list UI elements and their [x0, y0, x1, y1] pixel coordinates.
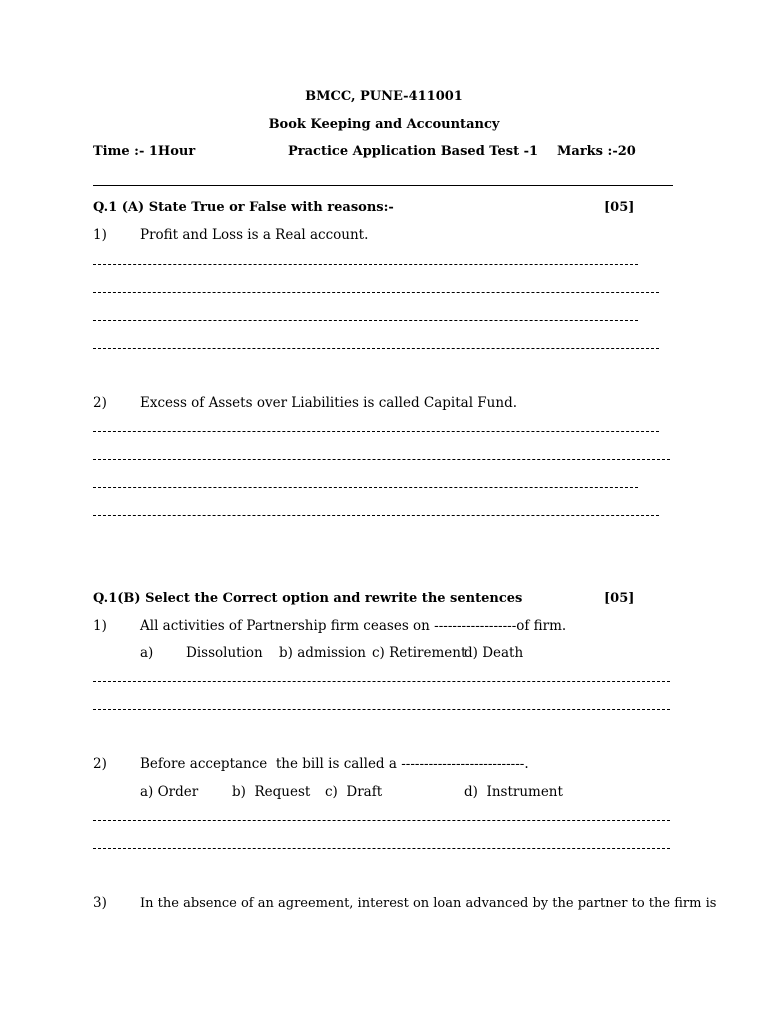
option-text: c) Draft: [325, 784, 383, 800]
option-text: b) Request: [232, 784, 311, 800]
answer-line: [93, 431, 659, 432]
q1a-item-1-number: 1): [93, 227, 107, 243]
answer-line: [93, 487, 638, 488]
q1b-item-2-text: Before acceptance the bill is called a ---------------------------.: [140, 756, 529, 772]
answer-line: [93, 264, 638, 265]
answer-line: [93, 459, 670, 460]
option-text: b) admission: [279, 645, 367, 661]
answer-line: [93, 820, 670, 821]
q1b-item-1-text: All activities of Partnership firm ceases on ------------------of firm.: [140, 618, 567, 634]
test-name: Practice Application Based Test -1: [288, 144, 539, 159]
q1b-item-1-number: 1): [93, 618, 107, 634]
answer-line: [93, 292, 659, 293]
option-label: a): [140, 645, 154, 661]
option-text: Dissolution: [186, 645, 263, 661]
answer-line: [93, 681, 670, 682]
q1b-marks: [05]: [604, 591, 635, 606]
time-label: Time :- 1Hour: [93, 144, 196, 159]
answer-line: [93, 348, 659, 349]
q1b-title: Q.1(B) Select the Correct option and rewrite the sentences: [93, 591, 523, 606]
q1b-item-2-number: 2): [93, 756, 107, 772]
answer-line: [93, 320, 638, 321]
q1a-item-2-text: Excess of Assets over Liabilities is called Capital Fund.: [140, 395, 517, 411]
q1b-item-3-text: In the absence of an agreement, interest on loan advanced by the partner to the firm is: [140, 896, 717, 911]
option-text: d) Instrument: [464, 784, 563, 800]
q1a-item-2-number: 2): [93, 395, 107, 411]
option-text: a) Order: [140, 784, 199, 800]
marks-label: Marks :-20: [557, 144, 636, 159]
answer-line: [93, 848, 670, 849]
q1a-item-1-text: Profit and Loss is a Real account.: [140, 227, 369, 243]
q1a-marks: [05]: [604, 200, 635, 215]
answer-line: [93, 515, 659, 516]
option-text: c) Retirement: [372, 645, 467, 661]
option-text: d) Death: [464, 645, 524, 661]
q1b-item-3-number: 3): [93, 895, 107, 911]
answer-line: [93, 709, 670, 710]
q1a-title: Q.1 (A) State True or False with reasons:-: [93, 200, 394, 215]
institution-title: BMCC, PUNE-411001: [305, 89, 463, 104]
header-divider: [93, 185, 673, 186]
subject-title: Book Keeping and Accountancy: [268, 117, 500, 132]
